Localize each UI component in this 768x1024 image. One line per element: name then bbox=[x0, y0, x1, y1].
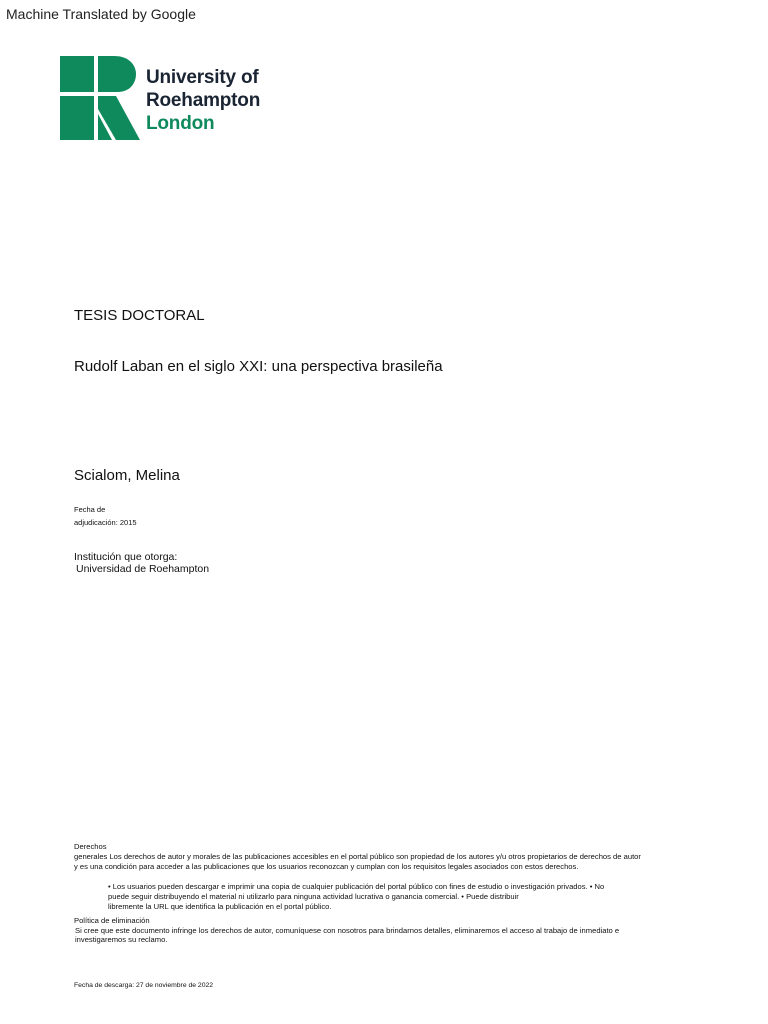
rights-bullet-line-3: libremente la URL que identifica la publicación en el portal público. bbox=[108, 901, 332, 911]
removal-line-1: Si cree que este documento infringe los derechos de autor, comuníquese con nosotros para brindarnos detalles, eliminaremos el acceso al trabajo de inmediato e bbox=[75, 925, 620, 935]
rights-general-line-2: y es una condición para acceder a las publicaciones que los usuarios reconozcan y cumplan con los requisitos legales asociados con estos derechos. bbox=[74, 861, 579, 871]
university-name bbox=[146, 66, 260, 135]
institution-value: Universidad de Roehampton bbox=[76, 563, 210, 575]
document-type: TESIS DOCTORAL bbox=[74, 307, 205, 324]
award-date-label: Fecha de bbox=[74, 505, 106, 514]
rights-heading: Derechos bbox=[74, 842, 107, 851]
rights-notice bbox=[74, 842, 734, 945]
removal-text bbox=[74, 926, 734, 946]
rights-bullets bbox=[108, 882, 734, 911]
removal-heading: Política de eliminación bbox=[74, 915, 150, 925]
download-date: Fecha de descarga: 27 de noviembre de 2022 bbox=[74, 982, 214, 989]
logo-line-1: University of bbox=[146, 67, 259, 88]
award-date bbox=[74, 503, 137, 529]
rights-bullet-line-1: • Los usuarios pueden descargar e imprimir una copia de cualquier publicación del portal público con fines de estudio o investigación privados. • No bbox=[108, 882, 605, 892]
author-name: Scialom, Melina bbox=[74, 467, 180, 484]
machine-translated-banner: Machine Translated by Google bbox=[6, 6, 196, 22]
rights-bullet-line-2: puede seguir distribuyendo el material ni utilizarlo para ninguna actividad lucrativa o ganancia comercial. • Puede distribuir bbox=[108, 892, 519, 902]
removal-line-2: investigaremos su reclamo. bbox=[75, 935, 168, 945]
institution-label: Institución que otorga: bbox=[74, 551, 178, 563]
thesis-title: Rudolf Laban en el siglo XXI: una perspectiva brasileña bbox=[74, 358, 443, 375]
award-date-value: adjudicación: 2015 bbox=[74, 518, 137, 527]
logo-line-2: Roehampton bbox=[146, 90, 261, 111]
rights-general-line-1: generales Los derechos de autor y morales de las publicaciones accesibles en el portal público son propiedad de los autores y/u otros propietarios de derechos de autor bbox=[74, 851, 641, 861]
logo-line-3: London bbox=[146, 113, 215, 134]
